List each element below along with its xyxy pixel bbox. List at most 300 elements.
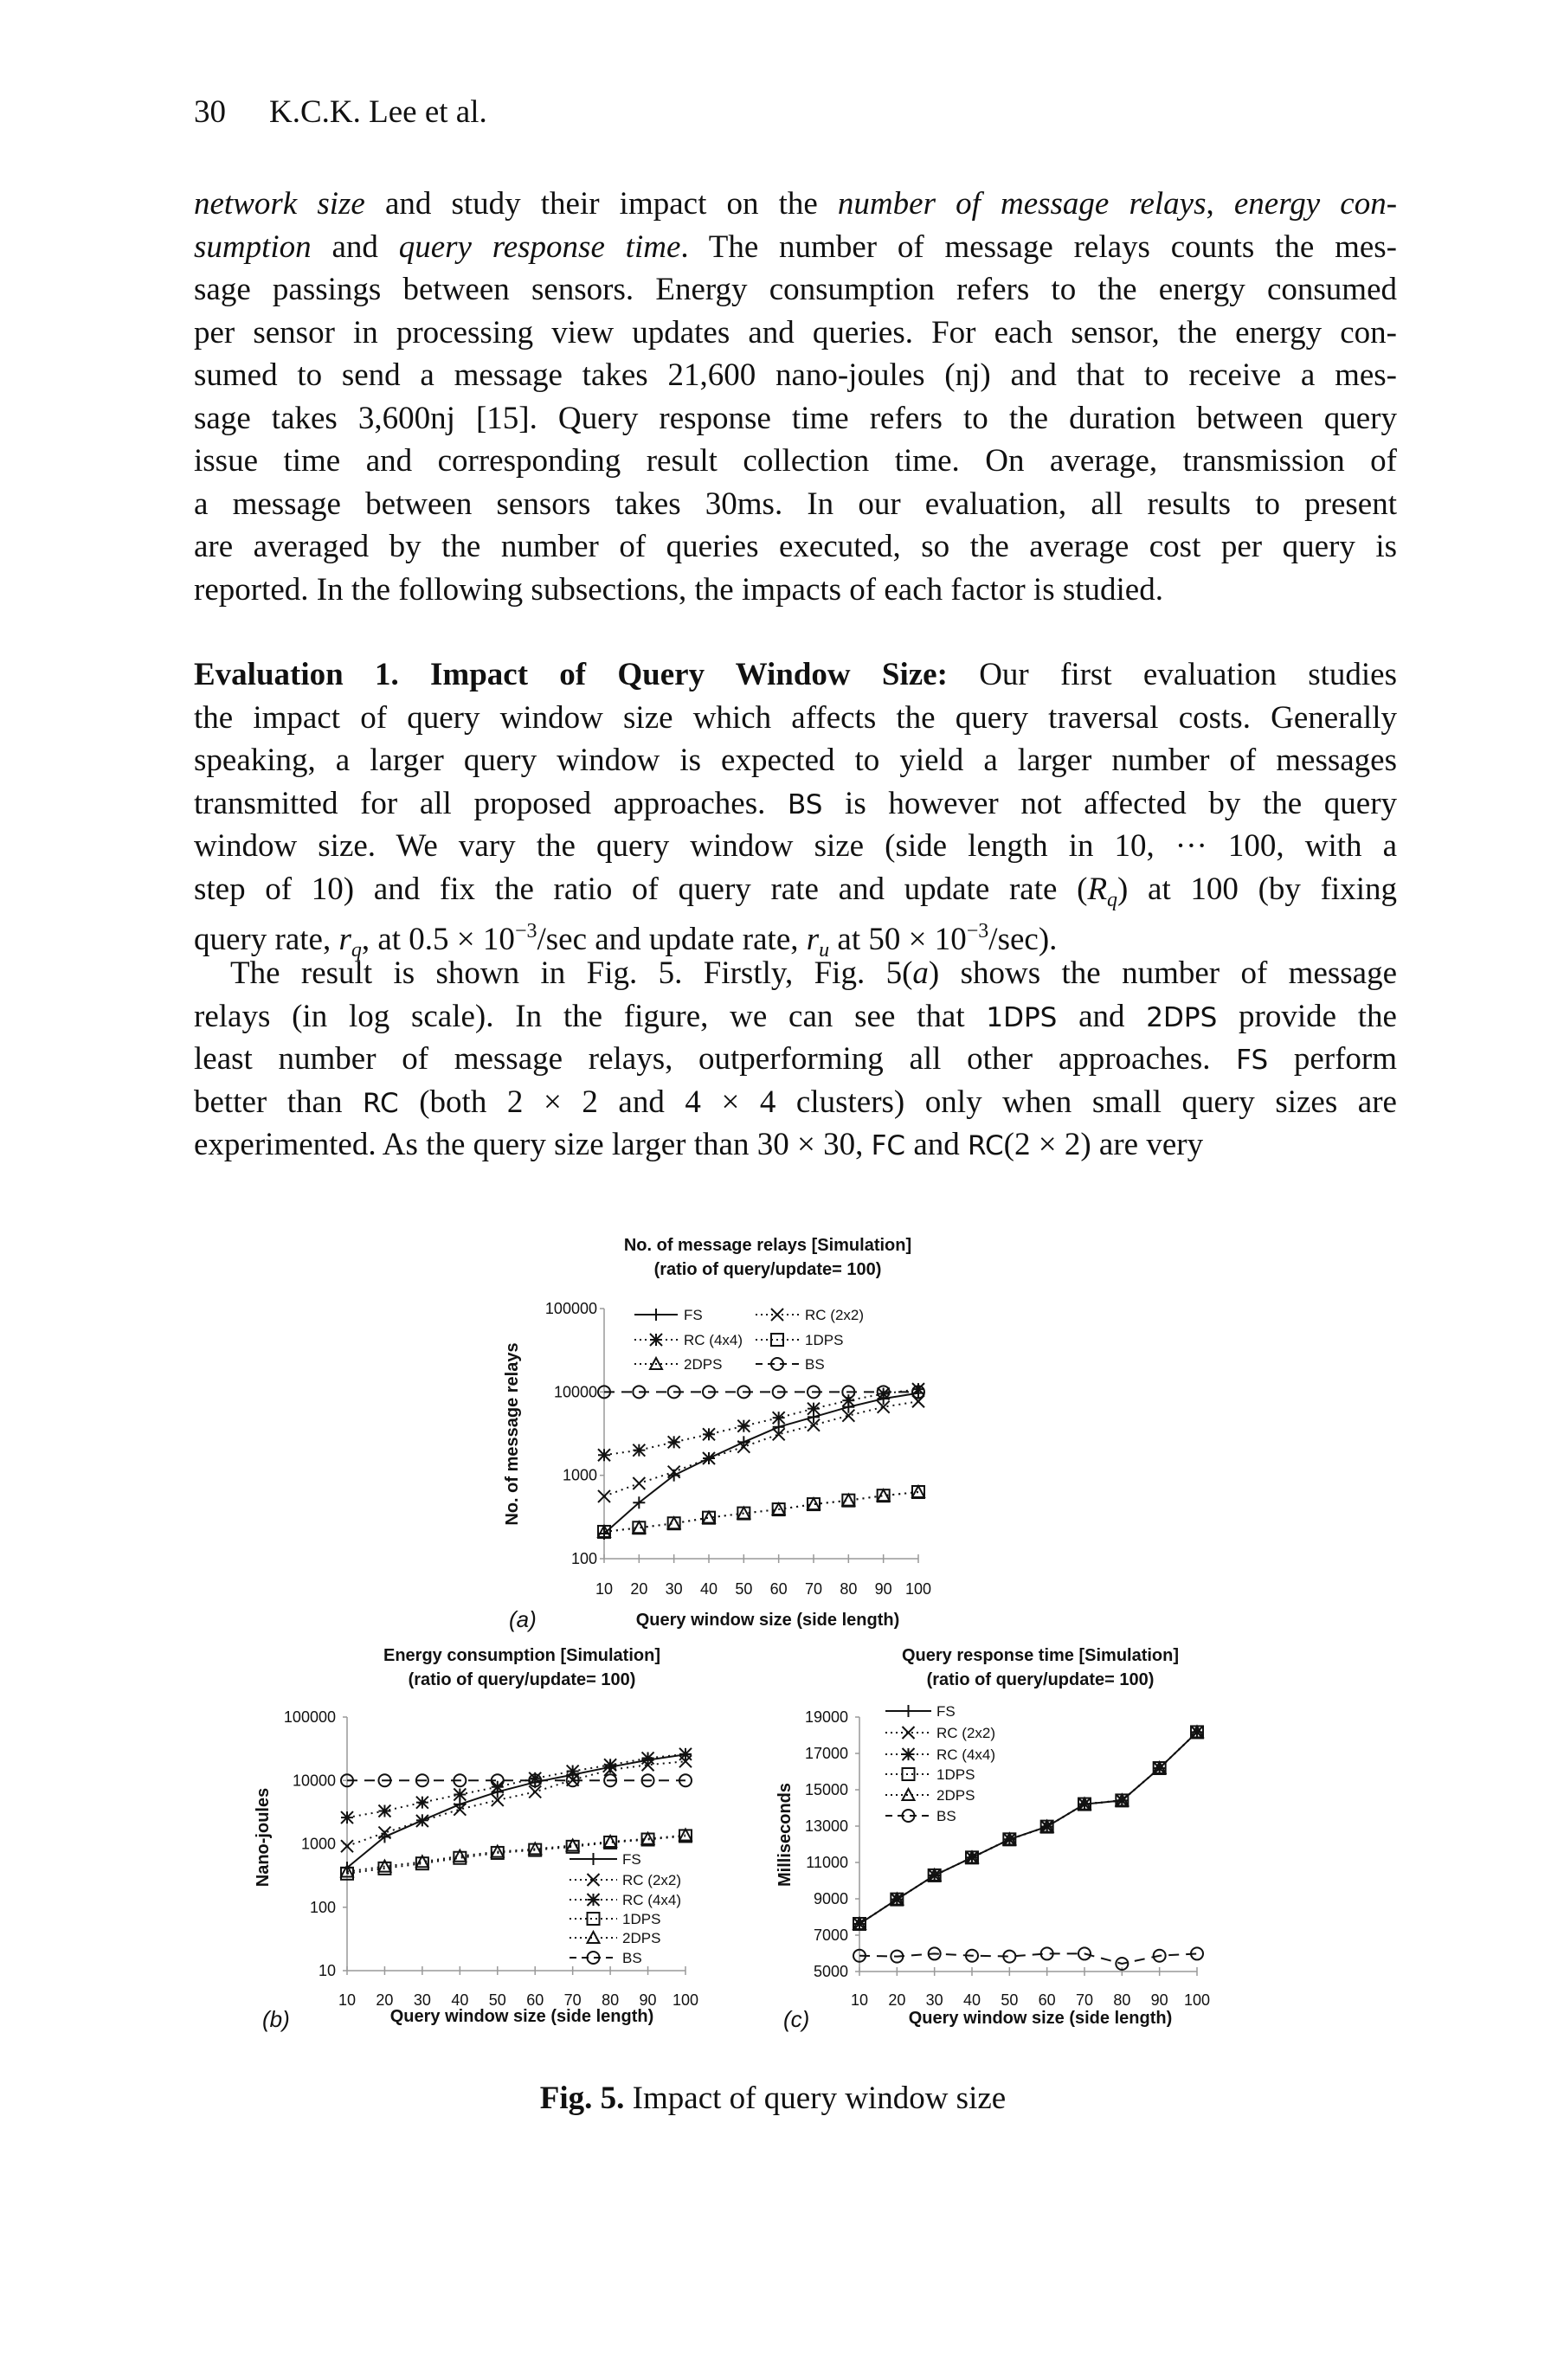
- legend-entry: [634, 1356, 722, 1373]
- x-tick-label: 60: [526, 1991, 544, 2009]
- data-point-triangle: [1154, 1762, 1166, 1773]
- text-line: [194, 952, 1397, 995]
- legend-label: 2DPS: [684, 1356, 723, 1373]
- text-run: and: [905, 1127, 968, 1162]
- y-tick-label: 10000: [553, 1383, 597, 1401]
- data-point-stroke: [492, 1794, 504, 1806]
- x-tick-label: 60: [769, 1580, 788, 1598]
- data-point-stroke: [341, 1840, 353, 1852]
- data-point-stroke: [1041, 1821, 1053, 1833]
- legend-marker-stroke: [588, 1874, 600, 1886]
- data-point-square: [703, 1512, 715, 1524]
- panel-label: (c): [783, 2006, 810, 2032]
- text-run-i: a: [912, 955, 929, 991]
- data-point-stroke: [1154, 1762, 1166, 1774]
- data-point-square: [912, 1486, 924, 1498]
- text-line: [194, 312, 1397, 355]
- y-tick-label: 1000: [300, 1835, 336, 1853]
- text-line: [194, 995, 1397, 1039]
- text-run: per sensor in processing view updates and queries. For each sensor, the energy con-: [194, 314, 1397, 351]
- x-tick-label: 10: [338, 1991, 357, 2009]
- data-point-triangle: [416, 1856, 428, 1867]
- series-rc-2x2-: [853, 1726, 1203, 1930]
- data-point-stroke: [929, 1869, 941, 1881]
- data-point-stroke: [1154, 1762, 1166, 1774]
- legend-entry: [756, 1356, 825, 1373]
- series-line: [859, 1732, 1197, 1924]
- text-run: and: [311, 228, 399, 265]
- data-point-stroke: [878, 1401, 890, 1413]
- text-run: step of 10) and fix the ratio of query rate and update rate (: [194, 871, 1088, 907]
- legend-marker-stroke: [903, 1748, 915, 1760]
- legend-label: BS: [936, 1808, 956, 1824]
- text-run-sf: FC: [871, 1130, 906, 1161]
- chart-title-line: Query response time [Simulation]: [901, 1646, 1180, 1665]
- y-tick-label: 17000: [804, 1745, 848, 1762]
- x-tick-label: 90: [1150, 1991, 1168, 2009]
- y-axis-title: Nano-joules: [254, 1787, 273, 1888]
- data-point-stroke: [737, 1441, 750, 1453]
- panel-label: (b): [262, 2006, 290, 2032]
- data-point-circle: [642, 1774, 654, 1786]
- legend-label: 1DPS: [805, 1332, 844, 1348]
- data-point-stroke: [1003, 1833, 1015, 1845]
- x-tick-label: 30: [413, 1991, 431, 2009]
- data-point-stroke: [598, 1490, 610, 1502]
- x-tick-label: 40: [451, 1991, 469, 2009]
- series-line: [347, 1761, 685, 1846]
- x-tick-label: 90: [639, 1991, 657, 2009]
- data-point-stroke: [378, 1827, 390, 1839]
- data-point-triangle: [633, 1521, 645, 1533]
- data-point-stroke: [737, 1441, 750, 1453]
- data-point-stroke: [598, 1449, 610, 1461]
- data-point-stroke: [642, 1759, 654, 1771]
- text-run-sf: RC: [363, 1087, 399, 1119]
- series-line: [859, 1732, 1197, 1924]
- series-line: [347, 1836, 685, 1873]
- legend-marker-stroke: [650, 1334, 662, 1346]
- data-point-square: [454, 1852, 466, 1864]
- data-point-triangle: [598, 1526, 610, 1537]
- data-point-stroke: [668, 1466, 680, 1478]
- legend-entry: [885, 1808, 956, 1824]
- data-point-triangle: [737, 1508, 750, 1519]
- data-point-stroke: [891, 1894, 903, 1906]
- x-tick-label: 10: [850, 1991, 869, 2009]
- data-point-circle: [891, 1951, 903, 1963]
- text-run-sf: 1DPS: [986, 1001, 1058, 1033]
- data-point-stroke: [1191, 1726, 1203, 1738]
- legend-label: FS: [684, 1307, 703, 1323]
- data-point-stroke: [853, 1918, 866, 1930]
- legend-entry: [885, 1703, 956, 1720]
- data-point-triangle: [567, 1839, 579, 1850]
- legend-marker-triangle: [650, 1358, 662, 1369]
- data-point-stroke: [737, 1420, 750, 1432]
- paragraph-evaluation-1: [194, 653, 1398, 962]
- data-point-stroke: [604, 1764, 616, 1776]
- legend-label: FS: [936, 1703, 956, 1720]
- text-run-i: r: [806, 922, 820, 957]
- data-point-triangle: [966, 1851, 978, 1862]
- series-fs: [598, 1387, 924, 1540]
- text-run: window size. We vary the query window size (side length in 10, ··· 100, with a: [194, 828, 1397, 864]
- data-point-stroke: [642, 1752, 654, 1764]
- text-run-i: network size: [194, 186, 365, 222]
- text-line: [194, 697, 1397, 740]
- legend-label: RC (4x4): [622, 1892, 682, 1908]
- legend-entry: [570, 1930, 660, 1946]
- data-point-stroke: [842, 1394, 854, 1406]
- x-tick-label: 50: [1001, 1991, 1019, 2009]
- data-point-stroke: [454, 1804, 466, 1816]
- text-run: , at 0.5 × 10: [361, 922, 515, 957]
- data-point-triangle: [679, 1829, 692, 1840]
- series-1dps: [853, 1726, 1203, 1930]
- page-number: 30: [194, 94, 226, 130]
- text-run-sf: RC: [968, 1130, 1004, 1161]
- legend-marker-triangle: [903, 1789, 915, 1800]
- data-point-stroke: [1078, 1798, 1091, 1811]
- data-point-square: [529, 1844, 541, 1856]
- data-point-stroke: [567, 1766, 579, 1778]
- x-tick-label: 70: [563, 1991, 582, 2009]
- legend-marker-stroke: [588, 1874, 600, 1886]
- legend-marker-stroke: [903, 1727, 915, 1739]
- data-point-stroke: [529, 1772, 541, 1785]
- x-tick-label: 70: [1075, 1991, 1094, 2009]
- data-point-stroke: [633, 1477, 645, 1489]
- caption-text: Impact of query window size: [624, 2081, 1007, 2116]
- text-run-sf: BS: [788, 788, 823, 820]
- data-point-square: [416, 1857, 428, 1869]
- text-run-sup: −3: [966, 920, 989, 942]
- data-point-stroke: [1116, 1794, 1128, 1806]
- data-point-triangle: [703, 1512, 715, 1523]
- data-point-circle: [679, 1774, 692, 1786]
- legend-marker-square: [771, 1334, 783, 1346]
- series-line: [859, 1732, 1197, 1924]
- data-point-circle: [604, 1774, 616, 1786]
- data-point-circle: [773, 1386, 785, 1398]
- text-line: [194, 226, 1397, 269]
- caption-label: Fig. 5.: [539, 2081, 625, 2116]
- data-point-stroke: [679, 1755, 692, 1767]
- text-run: The result is shown in Fig. 5. Firstly, Fig. 5(: [230, 955, 913, 991]
- data-point-square: [598, 1526, 610, 1538]
- data-point-square: [1003, 1833, 1015, 1845]
- chart-b: [254, 1646, 698, 2032]
- data-point-square: [378, 1862, 390, 1875]
- data-point-stroke: [633, 1444, 645, 1457]
- chart-a: [503, 1236, 931, 1632]
- text-run: ) shows the number of message: [928, 955, 1398, 991]
- data-point-circle: [378, 1774, 390, 1786]
- series-line: [604, 1492, 918, 1532]
- text-run: query rate,: [194, 922, 339, 957]
- data-point-stroke: [633, 1444, 645, 1457]
- data-point-stroke: [808, 1403, 820, 1415]
- series-rc-2x2-: [598, 1395, 924, 1502]
- text-run-i: R: [1087, 871, 1108, 907]
- data-point-square: [737, 1508, 750, 1520]
- legend-label: RC (2x2): [936, 1725, 996, 1741]
- data-point-stroke: [737, 1420, 750, 1432]
- data-point-triangle: [929, 1869, 941, 1881]
- data-point-circle: [808, 1386, 820, 1398]
- x-tick-label: 40: [699, 1580, 718, 1598]
- paragraph-results: [194, 952, 1397, 1167]
- chart-c: [776, 1646, 1210, 2032]
- x-tick-label: 30: [665, 1580, 683, 1598]
- data-point-circle: [1191, 1947, 1203, 1959]
- series-line: [604, 1393, 918, 1534]
- data-point-stroke: [1041, 1821, 1053, 1833]
- data-point-stroke: [454, 1789, 466, 1801]
- data-point-square: [1041, 1821, 1053, 1833]
- x-tick-label: 30: [925, 1991, 943, 2009]
- data-point-stroke: [912, 1395, 924, 1407]
- text-run-sf: FS: [1236, 1045, 1269, 1076]
- text-run: sage passings between sensors. Energy consumption refers to the energy consumed: [194, 272, 1397, 307]
- data-point-stroke: [773, 1428, 785, 1440]
- data-point-stroke: [529, 1772, 541, 1785]
- y-tick-label: 7000: [813, 1927, 848, 1944]
- legend-entry: [885, 1766, 975, 1783]
- data-point-triangle: [529, 1843, 541, 1854]
- legend-marker-stroke: [903, 1748, 915, 1760]
- text-line: [194, 1081, 1397, 1124]
- x-tick-label: 90: [874, 1580, 892, 1598]
- data-point-circle: [567, 1774, 579, 1786]
- legend-marker-circle: [588, 1952, 600, 1964]
- legend-label: RC (4x4): [684, 1332, 743, 1348]
- text-run-sub: q: [1107, 888, 1118, 911]
- y-tick-label: 13000: [804, 1817, 848, 1835]
- data-point-stroke: [492, 1794, 504, 1806]
- text-line: [194, 782, 1397, 826]
- x-tick-label: 20: [630, 1580, 648, 1598]
- legend-label: 1DPS: [936, 1766, 975, 1783]
- data-point-triangle: [378, 1861, 390, 1872]
- data-point-square: [642, 1834, 654, 1846]
- data-point-stroke: [1116, 1794, 1128, 1806]
- data-point-square: [679, 1830, 692, 1842]
- data-point-stroke: [341, 1811, 353, 1824]
- data-point-stroke: [1116, 1794, 1128, 1806]
- data-point-stroke: [341, 1840, 353, 1852]
- series-line: [604, 1492, 918, 1532]
- text-line: [194, 397, 1397, 441]
- text-line: [194, 569, 1397, 612]
- data-point-stroke: [808, 1419, 820, 1431]
- y-tick-label: 1000: [562, 1466, 597, 1484]
- legend-marker-stroke: [588, 1894, 600, 1906]
- data-point-stroke: [1191, 1726, 1203, 1738]
- x-tick-label: 80: [840, 1580, 858, 1598]
- y-tick-label: 100000: [283, 1708, 336, 1726]
- legend-marker-stroke: [903, 1727, 915, 1739]
- data-point-stroke: [1191, 1726, 1203, 1738]
- data-point-stroke: [808, 1403, 820, 1415]
- data-point-stroke: [567, 1766, 579, 1778]
- legend-marker-square: [588, 1913, 600, 1925]
- x-tick-label: 100: [1183, 1991, 1211, 2009]
- figure-caption: [0, 2080, 1546, 2117]
- y-tick-label: 19000: [804, 1708, 848, 1726]
- text-line: [194, 483, 1397, 526]
- y-tick-label: 100: [309, 1898, 336, 1916]
- data-point-stroke: [929, 1869, 941, 1881]
- text-run: better than: [194, 1084, 364, 1120]
- data-point-triangle: [1191, 1726, 1203, 1737]
- y-axis-title: Milliseconds: [776, 1782, 795, 1888]
- legend-marker-circle: [771, 1358, 783, 1370]
- chart-title-line: Energy consumption [Simulation]: [383, 1646, 661, 1665]
- data-point-stroke: [604, 1759, 616, 1771]
- x-tick-label: 70: [804, 1580, 823, 1598]
- y-tick-label: 100000: [544, 1300, 597, 1317]
- data-point-stroke: [668, 1466, 680, 1478]
- data-point-stroke: [416, 1797, 428, 1809]
- legend-marker-circle: [903, 1810, 915, 1822]
- text-run: ) at 100 (by fixing: [1117, 871, 1397, 907]
- legend-entry: [885, 1746, 995, 1763]
- text-run: provide the: [1217, 998, 1397, 1034]
- chart-title-line: (ratio of query/update= 100): [653, 1260, 882, 1279]
- data-point-stroke: [842, 1410, 854, 1422]
- data-point-circle: [1041, 1947, 1053, 1959]
- data-point-stroke: [598, 1449, 610, 1461]
- data-point-stroke: [808, 1419, 820, 1431]
- text-run-i: sumption: [194, 228, 312, 265]
- data-point-circle: [454, 1774, 466, 1786]
- data-point-stroke: [878, 1387, 890, 1399]
- legend-entry: [756, 1307, 864, 1323]
- data-point-square: [341, 1868, 353, 1880]
- text-line: [194, 825, 1397, 868]
- data-point-circle: [966, 1950, 978, 1962]
- x-tick-label: 40: [962, 1991, 981, 2009]
- data-point-stroke: [912, 1383, 924, 1395]
- data-point-stroke: [878, 1387, 890, 1399]
- series-fs: [341, 1748, 692, 1874]
- x-tick-label: 50: [735, 1580, 753, 1598]
- y-axis-title: No. of message relays: [503, 1342, 522, 1526]
- legend-marker-stroke: [771, 1309, 783, 1321]
- data-point-stroke: [1191, 1726, 1203, 1738]
- x-tick-label: 100: [672, 1991, 699, 2009]
- data-point-stroke: [1078, 1798, 1091, 1811]
- series-bs: [853, 1947, 1203, 1970]
- text-run: reported. In the following subsections, the impacts of each factor is studied.: [194, 571, 1163, 608]
- text-line: [194, 868, 1397, 911]
- data-point-stroke: [598, 1490, 610, 1502]
- data-point-triangle: [454, 1850, 466, 1862]
- data-point-circle: [1116, 1958, 1128, 1970]
- series-line: [859, 1953, 1197, 1964]
- data-point-stroke: [416, 1815, 428, 1827]
- legend-marker-square: [903, 1768, 915, 1780]
- series-line: [347, 1754, 685, 1817]
- text-run: transmitted for all proposed approaches.: [194, 785, 788, 821]
- text-run: is however not affected by the query: [822, 785, 1398, 821]
- data-point-stroke: [891, 1894, 903, 1906]
- series-1dps: [598, 1486, 924, 1538]
- data-point-triangle: [891, 1894, 903, 1905]
- data-point-circle: [929, 1947, 941, 1959]
- data-point-stroke: [567, 1774, 579, 1786]
- text-run: are averaged by the number of queries executed, so the average cost per query is: [194, 529, 1397, 564]
- data-point-circle: [416, 1774, 428, 1786]
- data-point-circle: [878, 1386, 890, 1398]
- series-line: [604, 1401, 918, 1496]
- series-rc-4x4-: [598, 1383, 924, 1461]
- y-tick-label: 15000: [804, 1781, 848, 1798]
- y-tick-label: 10: [318, 1962, 336, 1979]
- text-line: [194, 1123, 1397, 1167]
- data-point-triangle: [808, 1498, 820, 1509]
- data-point-stroke: [966, 1851, 978, 1863]
- data-point-stroke: [1154, 1762, 1166, 1774]
- data-point-circle: [842, 1386, 854, 1398]
- paragraph-metrics: [194, 183, 1397, 611]
- data-point-circle: [341, 1774, 353, 1786]
- data-point-circle: [703, 1386, 715, 1398]
- data-point-square: [604, 1836, 616, 1849]
- series-bs: [341, 1774, 692, 1786]
- data-point-square: [966, 1851, 978, 1863]
- text-run: (both 2 × 2 and 4 × 4 clusters) only when small query sizes are: [398, 1084, 1397, 1120]
- data-point-square: [929, 1869, 941, 1881]
- legend-label: BS: [805, 1356, 825, 1373]
- data-point-triangle: [1078, 1798, 1091, 1810]
- data-point-square: [808, 1498, 820, 1510]
- x-axis-title: Query window size (side length): [635, 1611, 900, 1630]
- data-point-triangle: [842, 1495, 854, 1506]
- text-run-sf: 2DPS: [1146, 1001, 1218, 1033]
- legend-marker-triangle: [588, 1932, 600, 1943]
- data-point-stroke: [853, 1918, 866, 1930]
- data-point-circle: [633, 1386, 645, 1398]
- data-point-triangle: [1116, 1794, 1128, 1805]
- series-rc-4x4-: [341, 1748, 692, 1824]
- data-point-stroke: [912, 1383, 924, 1395]
- legend-marker-stroke: [650, 1334, 662, 1346]
- legend-entry: [570, 1950, 642, 1966]
- data-point-triangle: [853, 1918, 866, 1929]
- data-point-stroke: [891, 1894, 903, 1906]
- legend-entry: [885, 1787, 975, 1804]
- text-run: and study their impact on the: [364, 186, 838, 222]
- data-point-stroke: [1003, 1833, 1015, 1845]
- data-point-stroke: [642, 1752, 654, 1764]
- legend-marker-stroke: [771, 1309, 783, 1321]
- data-point-stroke: [842, 1410, 854, 1422]
- y-tick-label: 11000: [806, 1854, 848, 1871]
- text-run: speaking, a larger query window is expected to yield a larger number of messages: [194, 743, 1397, 778]
- legend-entry: [756, 1332, 843, 1348]
- series-rc-2x2-: [341, 1755, 692, 1852]
- data-point-square: [1191, 1726, 1203, 1738]
- data-point-circle: [668, 1386, 680, 1398]
- data-point-stroke: [1003, 1833, 1015, 1845]
- data-point-stroke: [842, 1394, 854, 1406]
- data-point-stroke: [703, 1428, 715, 1440]
- series-line: [859, 1732, 1197, 1924]
- text-line: [194, 1038, 1397, 1081]
